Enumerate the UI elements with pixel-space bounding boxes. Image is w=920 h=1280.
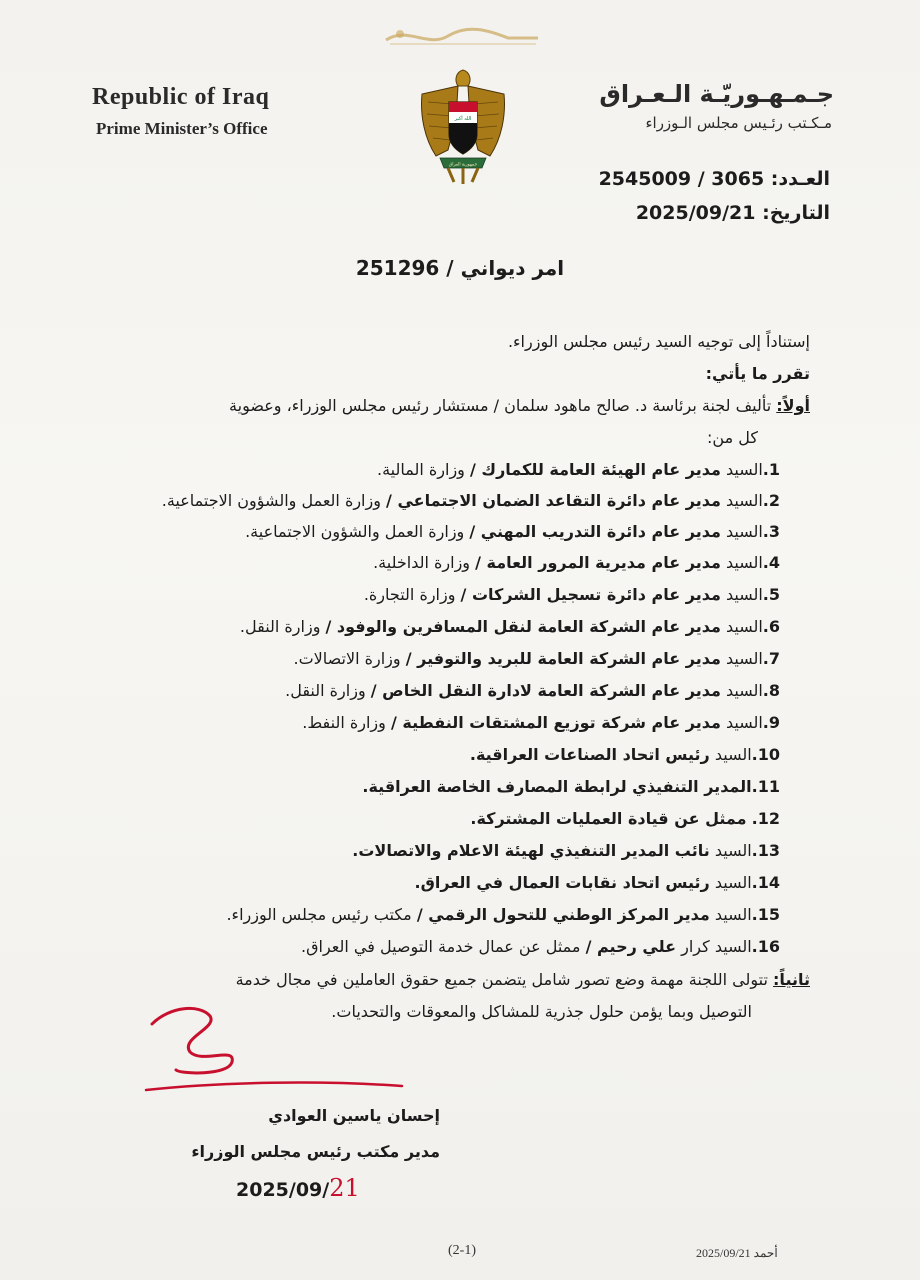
- member-role: علي رحيم /: [585, 937, 677, 956]
- member-role: مدير عام مديرية المرور العامة /: [475, 553, 721, 572]
- page-number: (2-1): [448, 1243, 476, 1258]
- clause-first-text: تأليف لجنة برئاسة د. صالح ماهود سلمان / مستشار رئيس مجلس الوزراء، وعضوية: [229, 396, 772, 415]
- signature-date: [236, 1174, 360, 1202]
- member-number: 14.: [751, 873, 780, 892]
- member-prefix: السيد: [720, 460, 763, 479]
- member-role: مدير عام دائرة التدريب المهني /: [469, 522, 721, 541]
- member-item: [377, 460, 780, 479]
- member-number: 11.: [751, 777, 780, 796]
- member-ministry: ممثل عن عمال خدمة التوصيل في العراق.: [301, 937, 586, 956]
- member-number: 2.: [762, 491, 780, 510]
- emblem-ribbon-text: جمهورية العراق: [448, 162, 478, 168]
- member-ministry: وزارة النقل.: [285, 681, 371, 700]
- member-number: 8.: [762, 681, 780, 700]
- en-title: Republic of Iraq: [92, 84, 270, 110]
- member-prefix: السيد: [720, 617, 763, 636]
- member-item: [373, 553, 780, 572]
- member-role: مدير عام الشركة العامة لنقل المسافرين والوفود /: [325, 617, 721, 636]
- member-prefix: السيد: [720, 522, 763, 541]
- member-item: [301, 937, 780, 956]
- clause-second-label: ثانياً:: [773, 970, 810, 989]
- member-prefix: السيد كرار: [676, 937, 752, 956]
- footer-date: أحمد 2025/09/21: [696, 1246, 778, 1260]
- clause-first-label: أولاً:: [776, 396, 810, 415]
- ar-subtitle: مـكـتب رئـيس مجلس الـوزراء: [645, 114, 832, 132]
- member-role: مدير عام دائرة التقاعد الضمان الاجتماعي /: [386, 491, 721, 510]
- member-number: 3.: [762, 522, 780, 541]
- member-ministry: وزارة المالية.: [376, 460, 470, 479]
- member-ministry: وزارة التجارة.: [363, 585, 461, 604]
- signatory-name: إحسان ياسين العوادي: [268, 1106, 440, 1125]
- clause-first: [150, 396, 810, 416]
- member-number: 9.: [762, 713, 780, 732]
- clause-first-cont: كل من:: [707, 428, 758, 447]
- member-item: [240, 617, 780, 636]
- member-role: رئيس اتحاد الصناعات العراقية.: [469, 745, 710, 764]
- member-prefix: السيد: [709, 905, 752, 924]
- member-item: [226, 905, 780, 924]
- number-label: العـدد:: [770, 168, 830, 190]
- member-prefix: السيد: [709, 873, 752, 892]
- number-value: 2545009 / 3065: [598, 168, 765, 190]
- preamble: إستناداً إلى توجيه السيد رئيس مجلس الوزراء.: [507, 332, 810, 351]
- member-item: [415, 873, 780, 892]
- member-ministry: وزارة العمل والشؤون الاجتماعية.: [161, 491, 387, 510]
- date-value: 2025/09/21: [635, 202, 756, 224]
- clause-second-cont: التوصيل وبما يؤمن حلول جذرية للمشاكل والمعوقات والتحديات.: [331, 1002, 752, 1021]
- member-role: نائب المدير التنفيذي لهيئة الاعلام والاتصالات.: [352, 841, 710, 860]
- member-number: 4.: [762, 553, 780, 572]
- member-role: مدير عام شركة توزيع المشتقات النفطية /: [390, 713, 721, 732]
- member-role: ممثل عن قيادة العمليات المشتركة.: [470, 809, 747, 828]
- member-ministry: وزارة العمل والشؤون الاجتماعية.: [245, 522, 470, 541]
- signature-date-handwritten: 21: [329, 1174, 360, 1202]
- member-ministry: وزارة النقل.: [239, 617, 326, 636]
- signatory-title: مدير مكتب رئيس مجلس الوزراء: [191, 1142, 440, 1161]
- signature-date-printed: 2025/09/: [236, 1179, 330, 1201]
- en-subtitle: Prime Minister’s Office: [96, 119, 268, 138]
- member-item: [293, 649, 780, 668]
- clause-second: [150, 970, 810, 990]
- member-prefix: السيد: [709, 841, 752, 860]
- ar-title: جـمـهـوريّـة الـعـراق: [599, 80, 834, 108]
- member-ministry: وزارة الاتصالات.: [293, 649, 406, 668]
- member-item: [162, 491, 780, 510]
- member-item: [302, 713, 780, 732]
- member-item: [245, 522, 780, 541]
- signature-scribble: [140, 998, 410, 1098]
- decision-line: تقرر ما يأتي:: [705, 364, 810, 383]
- member-prefix: السيد: [720, 553, 763, 572]
- member-number: 16.: [751, 937, 780, 956]
- member-ministry: وزارة النفط.: [302, 713, 391, 732]
- member-number: 6.: [762, 617, 780, 636]
- member-role: مدير عام الشركة العامة للبريد والتوفير /: [405, 649, 721, 668]
- member-role: مدير المركز الوطني للتحول الرقمي /: [416, 905, 710, 924]
- member-ministry: مكتب رئيس مجلس الوزراء.: [226, 905, 417, 924]
- member-item: [470, 809, 780, 828]
- member-prefix: السيد: [720, 649, 763, 668]
- member-number: 13.: [751, 841, 780, 860]
- member-prefix: السيد: [720, 491, 763, 510]
- member-number: 10.: [751, 745, 780, 764]
- member-prefix: السيد: [720, 713, 763, 732]
- member-role: مدير عام دائرة تسجيل الشركات /: [460, 585, 721, 604]
- member-number: 15.: [751, 905, 780, 924]
- member-role: المدير التنفيذي لرابطة المصارف الخاصة العراقية.: [362, 777, 752, 796]
- clause-second-text: تتولى اللجنة مهمة وضع تصور شامل يتضمن جميع حقوق العاملين في مجال خدمة: [235, 970, 768, 989]
- member-number: 12.: [751, 809, 780, 828]
- member-item: [470, 745, 780, 764]
- member-item: [362, 777, 780, 796]
- document-date: [636, 202, 830, 224]
- member-role: رئيس اتحاد نقابات العمال في العراق.: [414, 873, 710, 892]
- top-stamp-mark: [378, 18, 548, 54]
- member-number: 1.: [762, 460, 780, 479]
- member-item: [285, 681, 780, 700]
- date-label: التاريخ:: [762, 202, 830, 224]
- emblem-motto: الله أكبر: [454, 116, 472, 122]
- member-item: [364, 585, 780, 604]
- order-title: امر ديواني / 251296: [355, 256, 565, 280]
- reference-number: [599, 168, 830, 190]
- member-role: مدير عام الشركة العامة لادارة النقل الخاص /: [370, 681, 721, 700]
- member-number: 5.: [762, 585, 780, 604]
- iraq-eagle-emblem-icon: [418, 64, 508, 192]
- member-number: 7.: [762, 649, 780, 668]
- member-ministry: وزارة الداخلية.: [373, 553, 476, 572]
- member-prefix: السيد: [720, 585, 763, 604]
- member-prefix: السيد: [709, 745, 752, 764]
- member-prefix: السيد: [720, 681, 763, 700]
- member-role: مدير عام الهيئة العامة للكمارك /: [469, 460, 721, 479]
- member-item: [352, 841, 780, 860]
